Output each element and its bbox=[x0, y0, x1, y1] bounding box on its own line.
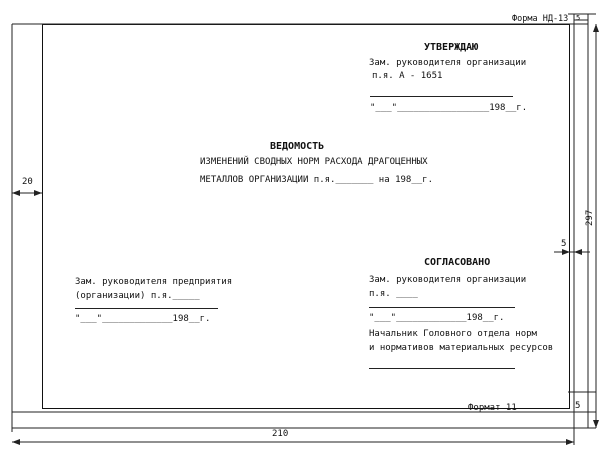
agreed-line1: Зам. руководителя организации bbox=[369, 275, 527, 285]
form-label: Форма НД-13 bbox=[512, 14, 569, 24]
agreed-date-line: "___"_____________198__г. bbox=[369, 313, 505, 323]
chief-line1: Начальник Головного отдела норм bbox=[369, 329, 537, 339]
agreed-title: СОГЛАСОВАНО bbox=[424, 257, 491, 268]
left-line1: Зам. руководителя предприятия bbox=[75, 277, 233, 287]
approve-signature-line bbox=[370, 96, 513, 97]
approve-line2: п.я. А - 1651 bbox=[372, 71, 443, 81]
format-label: Формат 11 bbox=[468, 403, 517, 413]
approve-line1: Зам. руководителя организации bbox=[369, 58, 527, 68]
statement-line2: МЕТАЛЛОВ ОРГАНИЗАЦИИ п.я._______ на 198__г. bbox=[200, 175, 433, 185]
width-dimension: 210 bbox=[272, 429, 289, 439]
agreed-signature-line bbox=[369, 307, 515, 308]
statement-line1: ИЗМЕНЕНИЙ СВОДНЫХ НОРМ РАСХОДА ДРАГОЦЕННЫХ bbox=[200, 157, 428, 167]
chief-line2: и нормативов материальных ресурсов bbox=[369, 343, 554, 353]
chief-signature-line bbox=[369, 368, 515, 369]
height-dimension: 297 bbox=[585, 209, 595, 226]
top-right-dimension: 5 bbox=[576, 14, 581, 22]
right-margin-dimension: 5 bbox=[561, 239, 567, 249]
left-date-line: "___"_____________198__г. bbox=[75, 314, 211, 324]
left-signature-line bbox=[75, 308, 218, 309]
approve-date-line: "___"_________________198__г. bbox=[370, 103, 528, 113]
approve-title: УТВЕРЖДАЮ bbox=[424, 42, 479, 53]
statement-title: ВЕДОМОСТЬ bbox=[270, 141, 325, 152]
left-margin-dimension: 20 bbox=[22, 177, 33, 187]
bottom-margin-dimension: 5 bbox=[575, 401, 581, 411]
left-line2: (организации) п.я._____ bbox=[75, 291, 200, 301]
agreed-line2: п.я. ____ bbox=[369, 289, 418, 299]
